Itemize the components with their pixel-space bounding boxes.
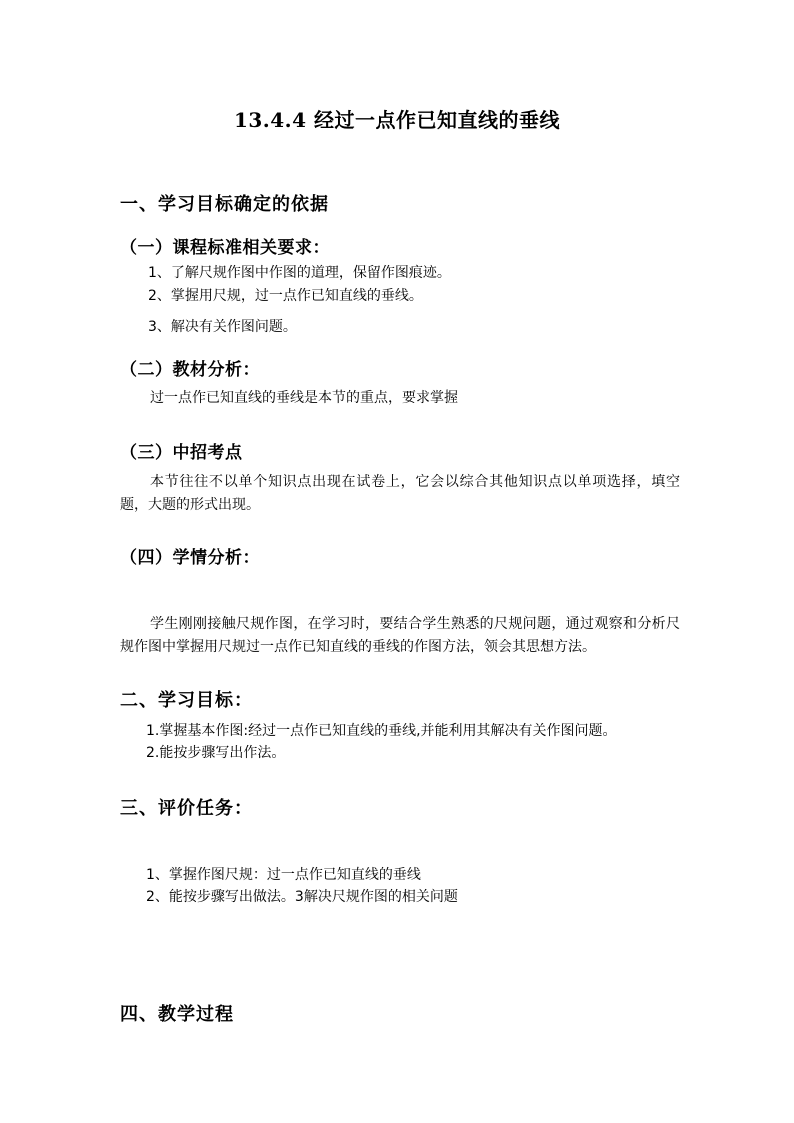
paragraph: 过一点作已知直线的垂线是本节的重点，要求掌握: [150, 390, 458, 406]
section-2-heading: 二、学习目标：: [120, 690, 253, 711]
list-item: 3、解决有关作图问题。: [148, 319, 297, 335]
list-item: 2、能按步骤写出做法。3解决尺规作图的相关问题: [146, 889, 458, 905]
section-1-heading: 一、学习目标确定的依据: [120, 194, 329, 215]
list-item: 1.掌握基本作图:经过一点作已知直线的垂线,并能利用其解决有关作图问题。: [146, 723, 617, 739]
list-item: 2.能按步骤写出作法。: [146, 745, 286, 761]
section-4-heading: 四、教学过程: [120, 1004, 234, 1025]
section-1-sub-2-heading: （二）教材分析：: [120, 360, 260, 380]
section-1-sub-4-heading: （四）学情分析：: [120, 548, 260, 568]
section-1-sub-3-heading: （三）中招考点: [120, 443, 243, 463]
document-title: 13.4.4 经过一点作已知直线的垂线: [233, 108, 561, 132]
list-item: 2、掌握用尺规，过一点作已知直线的垂线。: [148, 288, 423, 304]
section-1-sub-1-heading: （一）课程标准相关要求：: [120, 238, 330, 258]
paragraph: 本节往往不以单个知识点出现在试卷上，它会以综合其他知识点以单项选择，填空题，大题的形式出现。: [120, 474, 680, 513]
list-item: 1、掌握作图尺规：过一点作已知直线的垂线: [146, 867, 421, 883]
section-3-heading: 三、评价任务：: [120, 798, 253, 819]
paragraph: 学生刚刚接触尺规作图，在学习时，要结合学生熟悉的尺规问题，通过观察和分析尺规作图中掌握用尺规过一点作已知直线的垂线的作图方法，领会其思想方法。: [120, 616, 680, 655]
list-item: 1、了解尺规作图中作图的道理，保留作图痕迹。: [148, 265, 451, 281]
